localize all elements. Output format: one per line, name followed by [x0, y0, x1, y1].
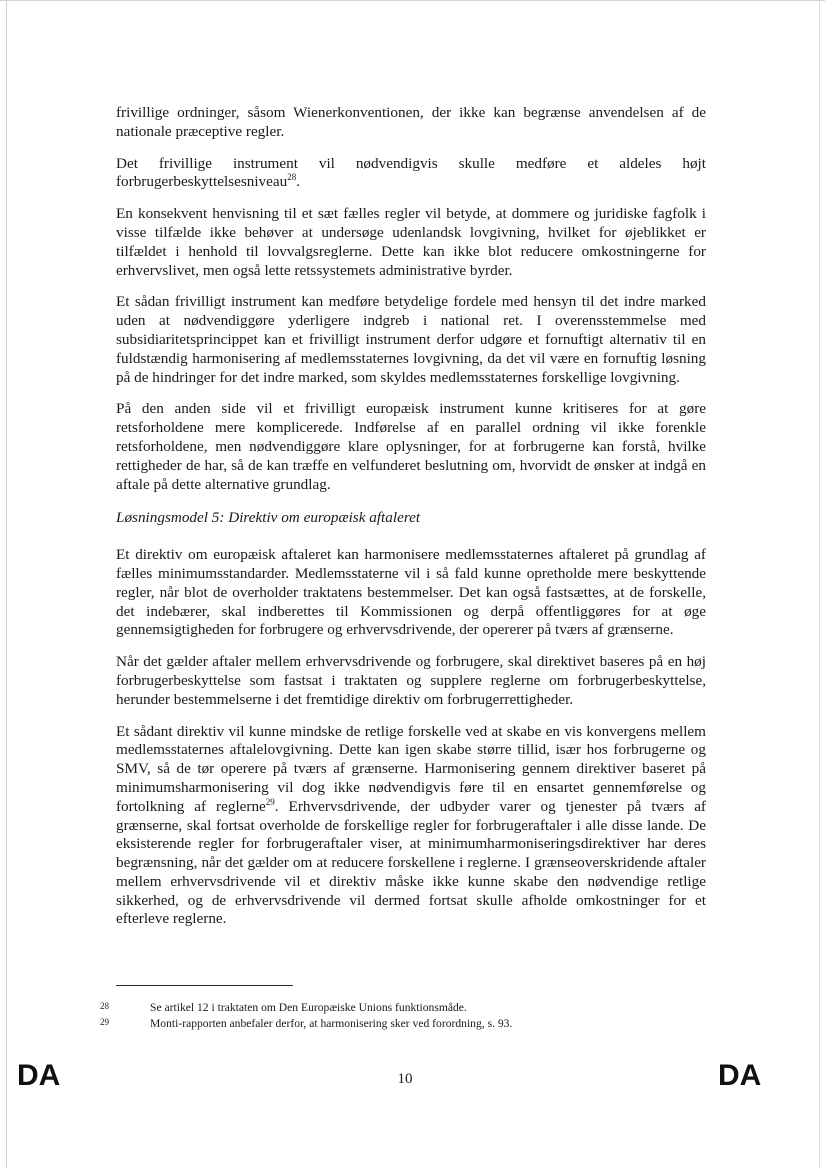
- paragraph: Et direktiv om europæisk aftaleret kan harmonisere medlemsstaternes aftaleret på grundlag af fælles minimumsstandarder. Medlemsstaterne vil i så fald kunne opretholde mere beskyttende regler, når blot de overholder traktatens bestemmelser. Det kan også fastsættes, at de forskelle, det indebærer, skal indberettes til Kommissionen og derpå offentliggøres for at øge gennemsigtigheden for forbrugere og erhvervsdrivende, der opererer på tværs af grænserne.: [116, 546, 706, 639]
- paragraph: Et sådan frivilligt instrument kan medføre betydelige fordele med hensyn til det indre marked uden at nødvendiggøre yderligere indgreb i national ret. I overensstemmelse med subsidiaritetsprincippet kan et frivilligt instrument derfor udgøre et fornuftigt alternativ til en fuldstændig harmonisering af medlemsstaternes lovgivning, da det vil være en fornuftig løsning på de hindringer for det indre marked, som skyldes medlemsstaternes forskellige lovgivning.: [116, 293, 706, 386]
- paragraph-text: . Erhvervsdrivende, der udbyder varer og tjenester på tværs af grænserne, skal fortsat overholde de forskellige regler for forbrugeraftaler i alle disse lande. De eksisterende regler for forbrugeraftaler viser, at minimumharmoniseringsdirektiver har deres begrænsning, når det gælder om at reducere forskellene i reglerne. I grænseoverskridende aftaler mellem erhvervsdrivende vil et direktiv måske ikke kunne skabe den nødvendige retlige sikkerhed, og de erhvervsdrivende vil dermed fortsat skulle afholde omkostninger for et efterleve reglerne.: [116, 797, 706, 928]
- footnote-number: 28: [100, 1001, 109, 1011]
- paragraph: Når det gælder aftaler mellem erhvervsdrivende og forbrugere, skal direktivet baseres på en høj forbrugerbeskyttelse som fastsat i traktaten og supplere reglerne om forbrugerbeskyttelse, herunder bestemmelserne i det fremtidige direktiv om forbrugerrettigheder.: [116, 653, 706, 708]
- language-code-left: DA: [17, 1059, 61, 1092]
- document-body: [116, 104, 706, 942]
- section-heading: Løsningsmodel 5: Direktiv om europæisk aftaleret: [116, 509, 421, 527]
- footnote-separator: [116, 985, 293, 986]
- paragraph: frivillige ordninger, såsom Wienerkonventionen, der ikke kan begrænse anvendelsen af de nationale præceptive regler.: [116, 104, 706, 140]
- scan-edge-right: [819, 0, 820, 1168]
- footnote-text: Se artikel 12 i traktaten om Den Europæiske Unions funktionsmåde.: [150, 1001, 467, 1014]
- paragraph-text: Det frivillige instrument vil nødvendigvis skulle medføre et aldeles højt forbrugerbeskyttelsesniveau: [116, 154, 706, 191]
- paragraph-text: .: [296, 173, 301, 191]
- footnote: [100, 1016, 720, 1032]
- footnote-ref: 29: [265, 796, 275, 807]
- footnote-ref: 28: [287, 172, 297, 183]
- page-number: 10: [397, 1071, 413, 1087]
- paragraph: [116, 723, 706, 930]
- scan-edge-left: [6, 0, 7, 1168]
- language-code-right: DA: [718, 1059, 762, 1092]
- paragraph: En konsekvent henvisning til et sæt fælles regler vil betyde, at dommere og juridiske fagfolk i visse tilfælde ikke behøver at undersøge udenlandsk lovgivning, hvilket for øjeblikket er tilfældet i henhold til lovvalgsreglerne. Dette kan ikke blot reducere omkostningerne for erhvervslivet, men også lette retssystemets administrative byrder.: [116, 205, 706, 279]
- footnotes: [100, 1000, 720, 1032]
- footnote: [100, 1000, 720, 1016]
- scan-edge-top: [0, 0, 825, 1]
- paragraph: På den anden side vil et frivilligt europæisk instrument kunne kritiseres for at gøre retsforholdene mere komplicerede. Indførelse af en parallel ordning vil ikke forenkle retsforholdene, men nødvendiggøre klare oplysninger, for at forbrugerne kan forstå, hvilke rettigheder de har, så de kan træffe en velfunderet beslutning om, hvorvidt de ønsker at indgå en aftale på dette alternative grundlag.: [116, 400, 706, 493]
- paragraph-text: Et sådant direktiv vil kunne mindske de retlige forskelle ved at skabe en vis konvergens mellem medlemsstaternes aftalelovgivning. Dette kan igen skabe større tillid, især hos forbrugerne og SMV, så de tør operere på tværs af grænserne. Harmonisering gennem direktiver baseret på minimumsharmonisering vil dog ikke nødvendigvis føre til en ensartet gennemførelse og fortolkning af reglerne: [116, 722, 706, 815]
- footnote-number: 29: [100, 1017, 109, 1027]
- footnote-text: Monti-rapporten anbefaler derfor, at harmonisering sker ved forordning, s. 93.: [150, 1017, 513, 1030]
- paragraph: [116, 155, 706, 193]
